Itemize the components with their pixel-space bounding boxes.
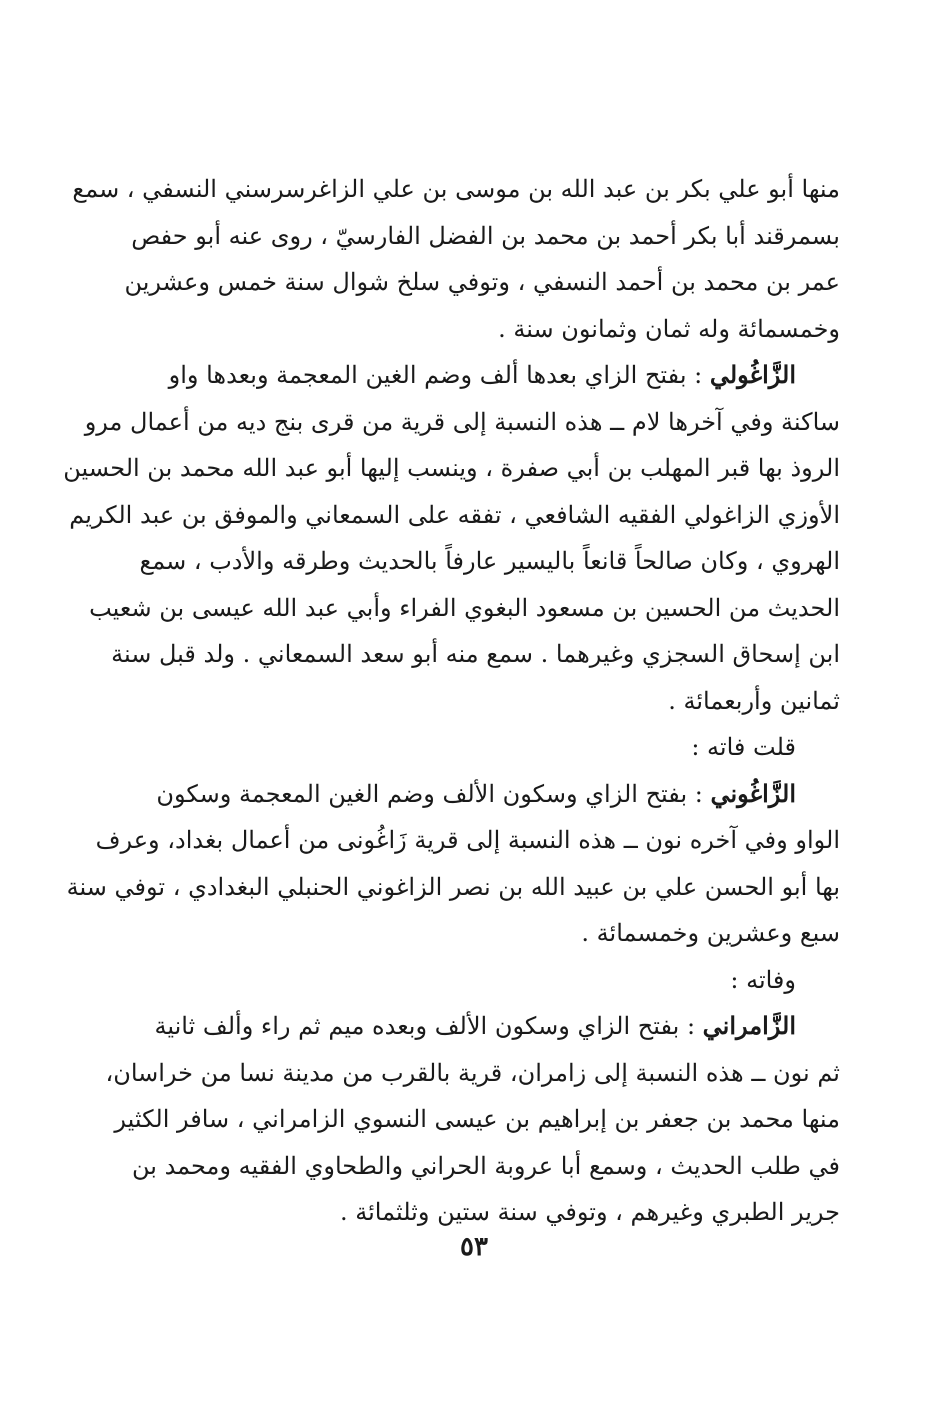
line-text: منها أبو علي بكر بن عبد الله بن موسى بن علي الزاغرسرسني النسفي ، سمع <box>72 175 840 203</box>
line-text: ثم نون ــ هذه النسبة إلى زامران، قرية بالقرب من مدينة نسا من خراسان، <box>105 1058 840 1087</box>
text-line <box>111 631 840 678</box>
line-text: الروذ بها قبر المهلب بن أبي صفرة ، وينسب إليها أبو عبد الله محمد بن الحسين <box>63 454 840 482</box>
text-line <box>105 1050 840 1097</box>
text-line <box>63 445 840 492</box>
text-line <box>154 1003 840 1050</box>
line-text: جرير الطبري وغيرهم ، وتوفي سنة ستين وثلثمائة . <box>339 1198 840 1226</box>
text-line <box>66 864 840 911</box>
text-line <box>131 213 840 260</box>
line-text: بسمرقند أبا بكر أحمد بن محمد بن الفضل الفارسيّ ، روى عنه أبو حفص <box>131 221 840 250</box>
line-text: : بفتح الزاي بعدها ألف وضم الغين المعجمة وبعدها واو <box>168 361 710 389</box>
text-line <box>72 166 840 213</box>
text-line <box>156 771 840 818</box>
text-line <box>160 306 840 353</box>
line-text: الأوزي الزاغولي الفقيه الشافعي ، تفقه على السمعاني والموفق بن عبد الكريم <box>69 500 840 529</box>
line-text: منها محمد بن جعفر بن إبراهيم بن عيسى النسوي الزامراني ، سافر الكثير <box>114 1105 840 1133</box>
entry-term: الزَّاغُولي <box>709 360 796 389</box>
line-text: ابن إسحاق السجزي وغيرهما . سمع منه أبو سعد السمعاني . ولد قبل سنة <box>111 640 840 668</box>
line-text: سبع وعشرين وخمسمائة . <box>581 919 840 947</box>
text-line <box>139 538 840 585</box>
text-line <box>160 1189 840 1236</box>
line-text: : بفتح الزاي وسكون الألف وضم الغين المعجمة وسكون <box>156 779 711 808</box>
body-text <box>63 166 840 1236</box>
line-text: ساكنة وفي آخرها لام ــ هذه النسبة إلى قرية من قرى بنج ديه من أعمال مرو <box>84 407 840 436</box>
text-line <box>160 352 840 399</box>
text-line <box>95 817 840 864</box>
line-text: وخمسمائة وله ثمان وثمانون سنة . <box>498 314 840 343</box>
line-text: الواو وفي آخره نون ــ هذه النسبة إلى قرية زَاغُونى من أعمال بغداد، وعرف <box>95 826 840 854</box>
page-number: ٥٣ <box>460 1232 488 1262</box>
text-line <box>160 957 840 1004</box>
text-line <box>160 910 840 957</box>
text-line <box>69 492 840 539</box>
line-text: الحديث من الحسين بن مسعود البغوي الفراء وأبي عبد الله عيسى بن شعيب <box>89 593 840 622</box>
text-line <box>124 259 840 306</box>
text-line <box>131 1143 840 1190</box>
line-text: بها أبو الحسن علي بن عبيد الله بن نصر الزاغوني الحنبلي البغدادي ، توفي سنة <box>66 872 840 901</box>
line-text: عمر بن محمد بن أحمد النسفي ، وتوفي سلخ شوال سنة خمس وعشرين <box>124 268 840 296</box>
line-text: قلت فاته : <box>691 733 796 761</box>
text-line <box>114 1096 840 1143</box>
text-line <box>160 724 840 771</box>
line-text: ثمانين وأربعمائة . <box>668 686 840 715</box>
line-text: الهروي ، وكان صالحاً قانعاً باليسير عارفاً بالحديث وطرقه والأدب ، سمع <box>139 547 840 575</box>
line-text: وفاته : <box>730 965 796 994</box>
line-text: : بفتح الزاي وسكون الألف وبعده ميم ثم راء وألف ثانية <box>154 1012 703 1040</box>
text-line <box>89 585 840 632</box>
entry-term: الزَّاغُوني <box>710 778 796 808</box>
text-line <box>84 399 840 446</box>
text-line <box>160 678 840 725</box>
line-text: في طلب الحديث ، وسمع أبا عروبة الحراني والطحاوي الفقيه ومحمد بن <box>131 1151 840 1180</box>
entry-term: الزَّامراني <box>702 1011 796 1040</box>
